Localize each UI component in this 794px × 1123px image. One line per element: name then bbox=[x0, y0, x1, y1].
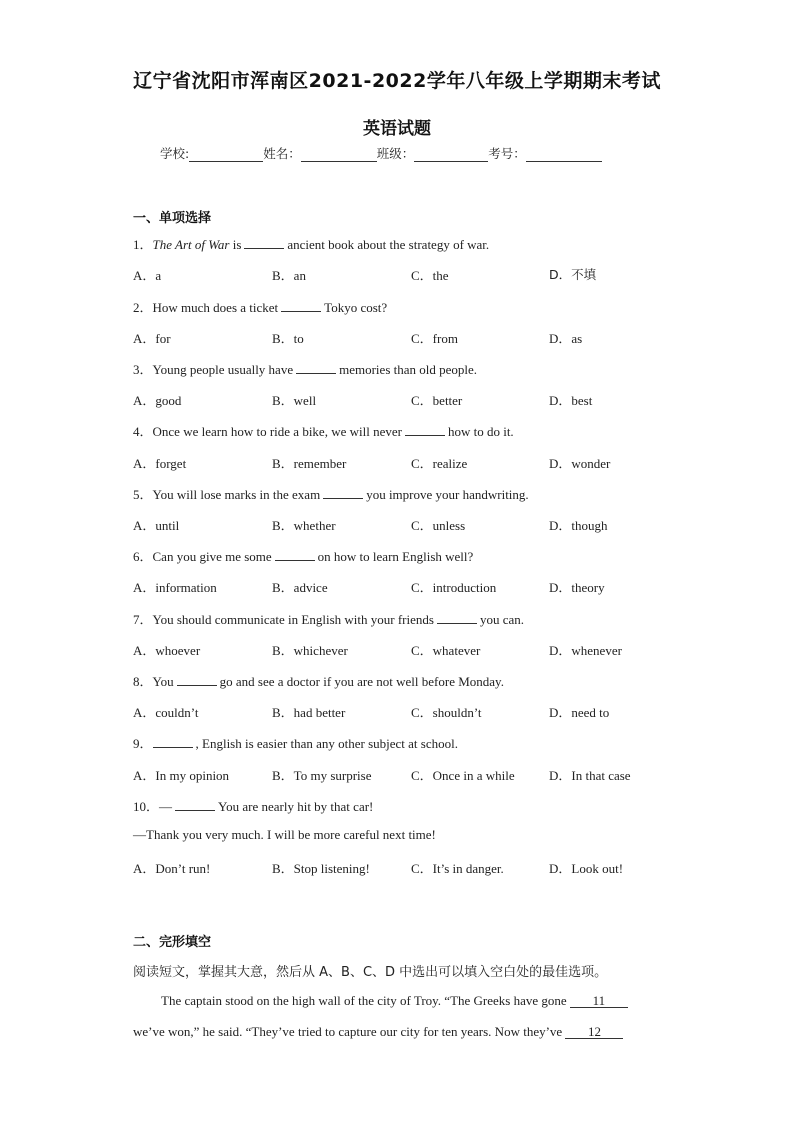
question-number: 9． bbox=[133, 736, 153, 751]
number-field[interactable] bbox=[526, 147, 602, 162]
question-text: how to do it. bbox=[447, 424, 514, 439]
class-label: 班级： bbox=[376, 146, 415, 161]
question-text: — bbox=[159, 799, 173, 814]
option-c[interactable]: C．shouldn’t bbox=[411, 705, 482, 720]
option-d[interactable]: D．wonder bbox=[549, 456, 611, 471]
option-a[interactable]: A．information bbox=[133, 580, 217, 595]
option-c[interactable]: C．It’s in danger. bbox=[411, 861, 504, 876]
question-text: You will lose marks in the exam bbox=[152, 487, 321, 502]
question-number: 6． bbox=[133, 549, 153, 564]
cloze-paragraph-line bbox=[133, 1024, 623, 1040]
option-d[interactable]: D．best bbox=[549, 393, 593, 408]
option-b[interactable]: B．well bbox=[272, 393, 317, 408]
question-number: 3． bbox=[133, 362, 153, 377]
option-a[interactable]: A．for bbox=[133, 331, 171, 346]
option-d[interactable]: D．In that case bbox=[549, 768, 631, 783]
option-b[interactable]: B．Stop listening! bbox=[272, 861, 370, 876]
cloze-blank-11[interactable]: 11 bbox=[570, 993, 628, 1008]
student-info-line bbox=[160, 144, 602, 162]
cloze-paragraph-line bbox=[161, 993, 628, 1009]
question-text: ancient book about the strategy of war. bbox=[287, 237, 490, 252]
question-number: 10． bbox=[133, 799, 160, 814]
question-text: How much does a ticket bbox=[152, 300, 279, 315]
question-text: memories than old people. bbox=[339, 362, 478, 377]
question-text: You bbox=[152, 674, 174, 689]
option-c[interactable]: C．realize bbox=[411, 456, 468, 471]
question-number: 8． bbox=[133, 674, 153, 689]
cloze-text: The captain stood on the high wall of the city of Troy. “The Greeks have gone bbox=[161, 993, 567, 1008]
question-8 bbox=[133, 671, 504, 690]
option-c[interactable]: C．introduction bbox=[411, 580, 497, 595]
answer-blank[interactable] bbox=[296, 361, 336, 374]
option-b[interactable]: B．whichever bbox=[272, 643, 348, 658]
question-text: you improve your handwriting. bbox=[366, 487, 529, 502]
option-d[interactable]: D．theory bbox=[549, 580, 605, 595]
option-b[interactable]: B．advice bbox=[272, 580, 328, 595]
question-text: You should communicate in English with your friends bbox=[152, 612, 434, 627]
option-a[interactable]: A．whoever bbox=[133, 643, 201, 658]
options-row bbox=[133, 577, 733, 595]
question-9 bbox=[133, 733, 458, 752]
answer-blank[interactable] bbox=[275, 548, 315, 561]
question-5 bbox=[133, 484, 529, 503]
option-a[interactable]: A．couldn’t bbox=[133, 705, 199, 720]
option-d[interactable]: D．不填 bbox=[549, 267, 597, 282]
question-number: 7． bbox=[133, 612, 153, 627]
question-number: 2． bbox=[133, 300, 153, 315]
answer-blank[interactable] bbox=[153, 735, 193, 748]
question-text: go and see a doctor if you are not well before Monday. bbox=[219, 674, 504, 689]
option-c[interactable]: C．unless bbox=[411, 518, 466, 533]
option-b[interactable]: B．to bbox=[272, 331, 304, 346]
answer-blank[interactable] bbox=[437, 611, 477, 624]
exam-title: 辽宁省沈阳市浑南区2021-2022学年八年级上学期期末考试 bbox=[133, 70, 661, 92]
question-text: is bbox=[229, 237, 242, 252]
question-number: 4． bbox=[133, 424, 153, 439]
name-field[interactable] bbox=[301, 147, 377, 162]
question-6 bbox=[133, 546, 473, 565]
cloze-text: we’ve won,” he said. “They’ve tried to capture our city for ten years. Now they’ve bbox=[133, 1024, 563, 1039]
cloze-blank-12[interactable]: 12 bbox=[565, 1024, 623, 1039]
class-field[interactable] bbox=[414, 147, 488, 162]
answer-blank[interactable] bbox=[405, 423, 445, 436]
question-2 bbox=[133, 297, 387, 316]
question-4 bbox=[133, 421, 514, 440]
question-text: you can. bbox=[479, 612, 524, 627]
option-d[interactable]: D．though bbox=[549, 518, 608, 533]
question-text: on how to learn English well? bbox=[317, 549, 474, 564]
option-d[interactable]: D．need to bbox=[549, 705, 610, 720]
option-a[interactable]: A．until bbox=[133, 518, 180, 533]
question-10-reply: —Thank you very much. I will be more careful next time! bbox=[133, 827, 436, 842]
question-text: Tokyo cost? bbox=[324, 300, 388, 315]
question-number: 1． bbox=[133, 237, 153, 252]
options-row bbox=[133, 640, 733, 658]
option-c[interactable]: C．from bbox=[411, 331, 458, 346]
answer-blank[interactable] bbox=[281, 299, 321, 312]
question-1 bbox=[133, 234, 489, 253]
option-b[interactable]: B．remember bbox=[272, 456, 347, 471]
option-b[interactable]: B．To my surprise bbox=[272, 768, 372, 783]
answer-blank[interactable] bbox=[177, 673, 217, 686]
option-d[interactable]: D．Look out! bbox=[549, 861, 624, 876]
option-c[interactable]: C．the bbox=[411, 268, 449, 283]
question-text: Young people usually have bbox=[152, 362, 294, 377]
options-row bbox=[133, 765, 733, 783]
school-field[interactable] bbox=[189, 147, 263, 162]
name-label: 姓名： bbox=[263, 146, 301, 161]
options-row bbox=[133, 515, 733, 533]
answer-blank[interactable] bbox=[323, 486, 363, 499]
option-a[interactable]: A．Don’t run! bbox=[133, 861, 211, 876]
question-text: Can you give me some bbox=[152, 549, 272, 564]
option-d[interactable]: D．whenever bbox=[549, 643, 622, 658]
options-row bbox=[133, 702, 733, 720]
option-b[interactable]: B．an bbox=[272, 268, 306, 283]
options-row bbox=[133, 265, 733, 283]
options-row bbox=[133, 328, 733, 346]
question-7 bbox=[133, 609, 524, 628]
exam-subtitle: 英语试题 bbox=[363, 119, 431, 139]
options-row bbox=[133, 453, 733, 471]
question-text: , English is easier than any other subject at school. bbox=[195, 736, 458, 751]
section-heading: 一、单项选择 bbox=[133, 211, 212, 226]
option-b[interactable]: B．had better bbox=[272, 705, 346, 720]
option-a[interactable]: A．good bbox=[133, 393, 182, 408]
answer-blank[interactable] bbox=[175, 798, 215, 811]
question-10 bbox=[133, 796, 373, 815]
question-3 bbox=[133, 359, 477, 378]
school-label: 学校: bbox=[160, 146, 190, 161]
option-d[interactable]: D．as bbox=[549, 331, 583, 346]
question-number: 5． bbox=[133, 487, 153, 502]
option-c[interactable]: C．Once in a while bbox=[411, 768, 515, 783]
option-a[interactable]: A．a bbox=[133, 268, 162, 283]
options-row bbox=[133, 858, 733, 876]
option-c[interactable]: C．whatever bbox=[411, 643, 481, 658]
option-a[interactable]: A．forget bbox=[133, 456, 187, 471]
option-c[interactable]: C．better bbox=[411, 393, 463, 408]
answer-blank[interactable] bbox=[244, 236, 284, 249]
book-title: The Art of War bbox=[152, 237, 230, 252]
number-label: 考号： bbox=[488, 146, 526, 161]
section-heading: 二、完形填空 bbox=[133, 935, 212, 950]
options-row bbox=[133, 390, 733, 408]
cloze-instruction: 阅读短文，掌握其大意，然后从 A、B、C、D 中选出可以填入空白处的最佳选项。 bbox=[133, 965, 608, 980]
option-a[interactable]: A．In my opinion bbox=[133, 768, 230, 783]
question-text: You are nearly hit by that car! bbox=[218, 799, 374, 814]
option-b[interactable]: B．whether bbox=[272, 518, 336, 533]
question-text: Once we learn how to ride a bike, we will never bbox=[152, 424, 402, 439]
